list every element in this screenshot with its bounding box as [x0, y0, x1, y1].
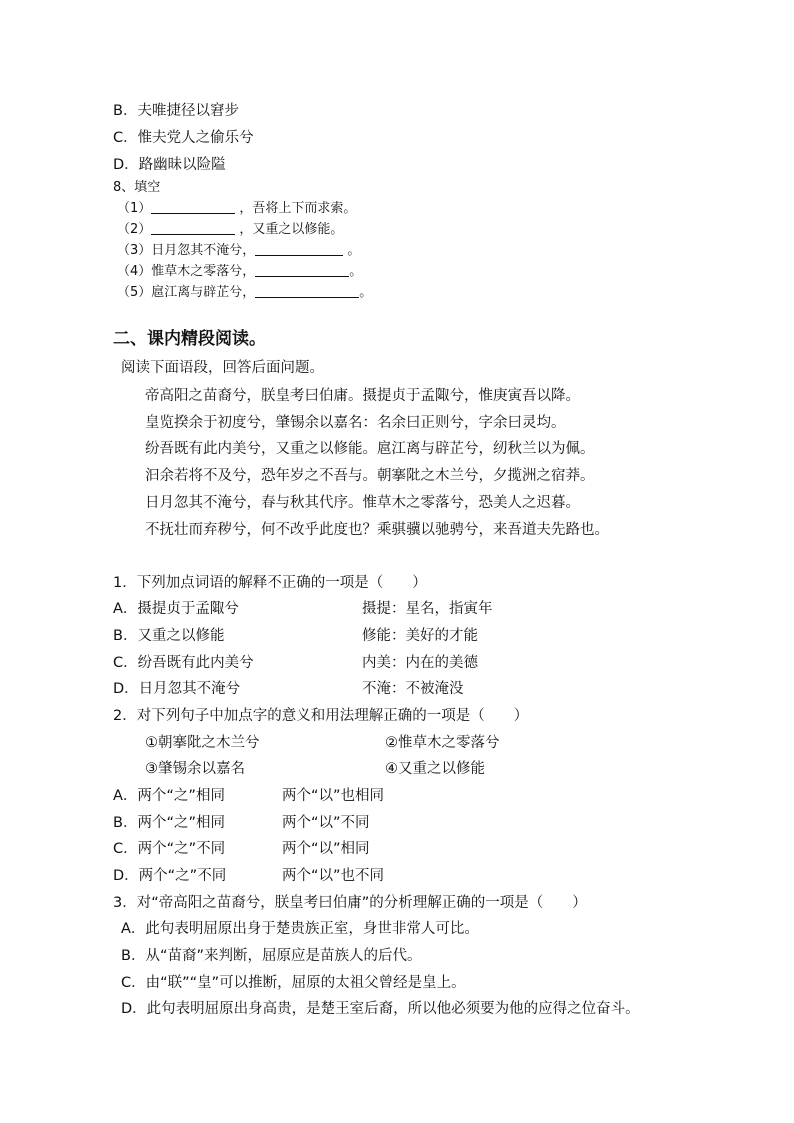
- passage-line: 日月忽其不淹兮，春与秋其代序。惟草木之零落兮，恐美人之迟暮。: [145, 495, 580, 511]
- q2-option-a: A．两个“之”相同: [113, 788, 225, 804]
- q2-option-b: B．两个“之”相同: [113, 815, 225, 831]
- passage-line: 帝高阳之苗裔兮，朕皇考曰伯庸。摄提贞于孟陬兮，惟庚寅吾以降。: [145, 388, 580, 404]
- q3-option-c: C．由“联”“皇”可以推断，屈原的太祖父曾经是皇上。: [121, 975, 466, 991]
- q2-stem: 2．对下列句子中加点字的意义和用法理解正确的一项是（ ）: [113, 708, 529, 724]
- q1-option-b: B．又重之以修能: [113, 628, 225, 644]
- q8-item-3: [117, 241, 360, 261]
- q8-item-2: [117, 220, 343, 240]
- q1-option-c-explanation: 内美：内在的美德: [362, 655, 478, 671]
- passage-line: 纷吾既有此内美兮，又重之以修能。扈江离与辟芷兮，纫秋兰以为佩。: [145, 441, 595, 457]
- q8-item-1-prefix: （1）: [117, 201, 152, 216]
- q2-option-a-second: 两个“以”也相同: [282, 788, 385, 804]
- q1-option-a: A．摄提贞于孟陬兮: [113, 601, 239, 617]
- q8-item-2-suffix: ，又重之以修能。: [239, 222, 344, 237]
- blank-4[interactable]: [255, 262, 349, 277]
- q2-sentence-1: ①朝搴阰之木兰兮: [145, 735, 260, 751]
- q8-item-4-suffix: 。: [349, 264, 363, 279]
- q2-sentence-4: ④又重之以修能: [385, 761, 485, 777]
- q3-option-d: D．此句表明屈原出身高贵，是楚王室后裔，所以他必须要为他的应得之位奋斗。: [121, 1001, 640, 1017]
- q1-option-b-explanation: 修能：美好的才能: [362, 628, 478, 644]
- q2-sentence-2: ②惟草木之零落兮: [385, 735, 500, 751]
- q2-option-d-second: 两个“以”也不同: [282, 868, 385, 884]
- q8-title: 8、填空: [113, 180, 161, 195]
- q8-item-4: [117, 262, 362, 282]
- q8-item-5: [117, 283, 372, 303]
- q3-stem: 3．对“帝高阳之苗裔兮，朕皇考曰伯庸”的分析理解正确的一项是（ ）: [113, 895, 587, 911]
- q8-item-1: [117, 199, 356, 219]
- section-heading: 二、课内精段阅读。: [113, 329, 266, 349]
- blank-2[interactable]: [151, 220, 235, 235]
- q2-sentence-3: ③肇锡余以嘉名: [145, 761, 245, 777]
- q2-option-c-second: 两个“以”相同: [282, 841, 370, 857]
- blank-1[interactable]: [151, 199, 235, 214]
- option-b: B．夫唯捷径以窘步: [113, 103, 239, 119]
- q2-option-d: D．两个“之”不同: [113, 868, 227, 884]
- q3-option-a: A．此句表明屈原出身于楚贵族正室，身世非常人可比。: [121, 921, 479, 937]
- q8-item-5-prefix: （5）扈江离与辟芷兮，: [117, 285, 256, 300]
- q1-option-d-explanation: 不淹：不被淹没: [362, 681, 464, 697]
- q8-item-4-prefix: （4）惟草木之零落兮，: [117, 264, 256, 279]
- q1-option-a-explanation: 摄提：星名，指寅年: [362, 601, 493, 617]
- option-d: D．路幽昧以险隘: [113, 157, 226, 173]
- q2-option-c: C．两个“之”不同: [113, 841, 226, 857]
- q1-option-c: C．纷吾既有此内美兮: [113, 655, 254, 671]
- q8-item-2-prefix: （2）: [117, 222, 152, 237]
- blank-3[interactable]: [255, 241, 343, 256]
- q2-option-b-second: 两个“以”不同: [282, 815, 370, 831]
- instruction: 阅读下面语段，回答后面问题。: [121, 360, 324, 376]
- passage-line: 不抚壮而弃秽兮，何不改乎此度也？乘骐骥以驰骋兮，来吾道夫先路也。: [145, 522, 609, 538]
- passage-line: 皇览揆余于初度兮，肇锡余以嘉名：名余曰正则兮，字余曰灵均。: [145, 415, 566, 431]
- option-c: C．惟夫党人之偷乐兮: [113, 130, 254, 146]
- q8-item-3-prefix: （3）日月忽其不淹兮，: [117, 243, 256, 258]
- q1-option-d: D．日月忽其不淹兮: [113, 681, 241, 697]
- q8-item-3-suffix: 。: [347, 243, 361, 258]
- blank-5[interactable]: [255, 283, 359, 298]
- q1-stem: 1．下列加点词语的解释不正确的一项是（ ）: [113, 575, 427, 591]
- q8-item-5-suffix: 。: [359, 285, 373, 300]
- q8-item-1-suffix: ，吾将上下而求索。: [239, 201, 357, 216]
- passage-line: 汩余若将不及兮，恐年岁之不吾与。朝搴阰之木兰兮，夕揽洲之宿莽。: [145, 468, 595, 484]
- q3-option-b: B．从“苗裔”来判断，屈原应是苗族人的后代。: [121, 948, 422, 964]
